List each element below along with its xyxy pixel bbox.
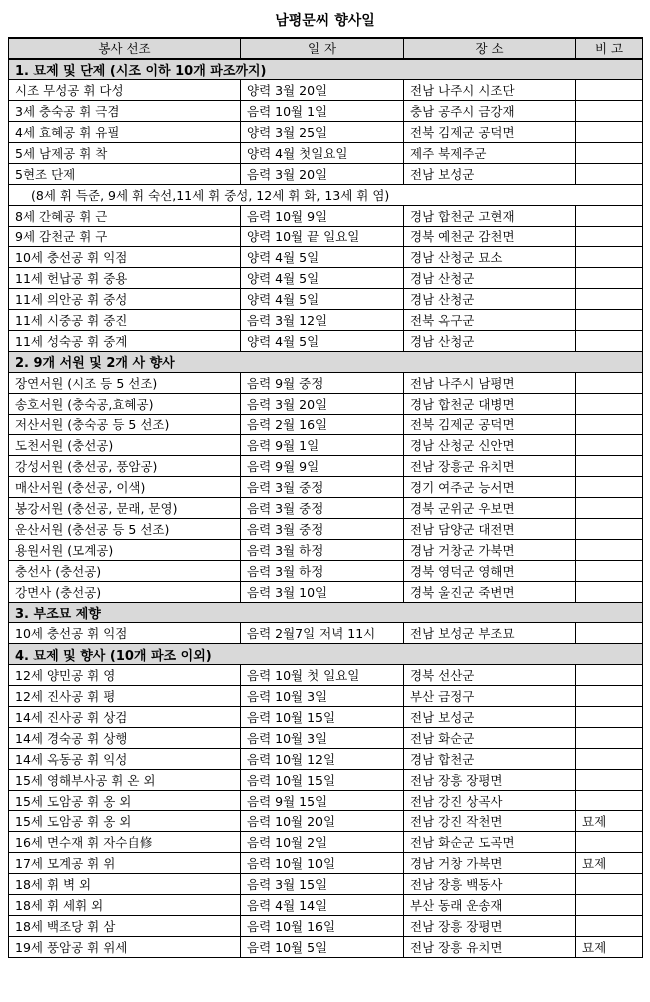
cell-ancestor: 강성서원 (충선공, 풍암공) [9, 456, 241, 477]
cell-place: 경남 산청군 [404, 330, 576, 351]
cell-place: 전남 나주시 남평면 [404, 372, 576, 393]
cell-remarks [576, 832, 643, 853]
cell-remarks [576, 790, 643, 811]
table-body [9, 59, 643, 957]
cell-remarks [576, 247, 643, 268]
table-row [9, 205, 643, 226]
table-row [9, 769, 643, 790]
cell-remarks [576, 748, 643, 769]
table-row [9, 80, 643, 101]
table-row [9, 581, 643, 602]
cell-date: 음력 10월 20일 [241, 811, 404, 832]
table-row [9, 790, 643, 811]
cell-remarks [576, 414, 643, 435]
cell-ancestor: 저산서원 (충숙공 등 5 선조) [9, 414, 241, 435]
cell-remarks [576, 623, 643, 644]
cell-place: 전남 장흥군 유치면 [404, 456, 576, 477]
cell-place: 경남 산청군 [404, 268, 576, 289]
cell-place: 경남 합천군 [404, 748, 576, 769]
table-row [9, 498, 643, 519]
cell-date: 음력 2월 16일 [241, 414, 404, 435]
table-row [9, 936, 643, 957]
cell-remarks [576, 435, 643, 456]
note-row [9, 184, 643, 205]
cell-remarks [576, 456, 643, 477]
cell-remarks [576, 874, 643, 895]
cell-remarks [576, 560, 643, 581]
cell-remarks [576, 330, 643, 351]
cell-date: 양력 3월 20일 [241, 80, 404, 101]
table-row [9, 163, 643, 184]
cell-ancestor: 시조 무성공 휘 다성 [9, 80, 241, 101]
section-heading: 4. 묘제 및 향사 (10개 파조 이외) [9, 644, 643, 665]
table-row [9, 560, 643, 581]
cell-ancestor: 15세 도암공 휘 옹 외 [9, 811, 241, 832]
cell-place: 전남 강진 상곡사 [404, 790, 576, 811]
table-row [9, 539, 643, 560]
cell-date: 음력 9월 15일 [241, 790, 404, 811]
cell-ancestor: 11세 시중공 휘 중진 [9, 310, 241, 331]
cell-date: 음력 10월 5일 [241, 936, 404, 957]
table-row [9, 748, 643, 769]
table-row [9, 686, 643, 707]
cell-date: 양력 3월 25일 [241, 122, 404, 143]
cell-place: 전남 보성군 [404, 163, 576, 184]
cell-ancestor: 장연서원 (시조 등 5 선조) [9, 372, 241, 393]
table-row [9, 727, 643, 748]
cell-ancestor: 16세 면수재 휘 자수自修 [9, 832, 241, 853]
table-row [9, 142, 643, 163]
cell-date: 음력 3월 15일 [241, 874, 404, 895]
cell-remarks [576, 581, 643, 602]
cell-ancestor: 9세 감천군 휘 구 [9, 226, 241, 247]
cell-ancestor: 15세 도암공 휘 옹 외 [9, 790, 241, 811]
cell-place: 경기 여주군 능서면 [404, 477, 576, 498]
cell-place: 전남 화순군 [404, 727, 576, 748]
table-row [9, 226, 643, 247]
schedule-table [8, 37, 643, 958]
cell-remarks [576, 518, 643, 539]
cell-ancestor: 매산서원 (충선공, 이색) [9, 477, 241, 498]
cell-date: 음력 10월 12일 [241, 748, 404, 769]
schedule-table-container [8, 37, 642, 958]
cell-date: 음력 3월 중정 [241, 498, 404, 519]
cell-place: 경북 울진군 죽변면 [404, 581, 576, 602]
cell-remarks: 묘제 [576, 936, 643, 957]
cell-date: 음력 9월 중정 [241, 372, 404, 393]
cell-ancestor: 11세 헌납공 휘 중용 [9, 268, 241, 289]
header-place: 장 소 [404, 38, 576, 59]
table-row [9, 372, 643, 393]
cell-date: 음력 4월 14일 [241, 895, 404, 916]
cell-place: 전북 옥구군 [404, 310, 576, 331]
cell-date: 양력 10월 끝 일요일 [241, 226, 404, 247]
cell-ancestor: 14세 진사공 휘 상검 [9, 707, 241, 728]
cell-ancestor: 15세 영해부사공 휘 온 외 [9, 769, 241, 790]
cell-place: 전남 담양군 대전면 [404, 518, 576, 539]
table-row [9, 310, 643, 331]
cell-place: 전남 장흥 백동사 [404, 874, 576, 895]
page-title: 남평문씨 향사일 [275, 13, 375, 29]
section-heading-row [9, 602, 643, 623]
note-text: (8세 휘 득준, 9세 휘 숙선,11세 휘 중성, 12세 휘 화, 13세 휘 염) [9, 184, 643, 205]
cell-date: 양력 4월 5일 [241, 247, 404, 268]
cell-ancestor: 8세 간혜공 휘 근 [9, 205, 241, 226]
table-row [9, 707, 643, 728]
cell-ancestor: 18세 백조당 휘 삼 [9, 915, 241, 936]
cell-remarks [576, 122, 643, 143]
cell-ancestor: 10세 충선공 휘 익점 [9, 247, 241, 268]
cell-place: 경북 영덕군 영해면 [404, 560, 576, 581]
cell-date: 음력 10월 3일 [241, 686, 404, 707]
cell-remarks [576, 268, 643, 289]
table-row [9, 393, 643, 414]
cell-ancestor: 봉강서원 (충선공, 문래, 문영) [9, 498, 241, 519]
table-row [9, 874, 643, 895]
cell-place: 전남 나주시 시조단 [404, 80, 576, 101]
cell-ancestor: 충선사 (충선공) [9, 560, 241, 581]
cell-date: 음력 3월 20일 [241, 163, 404, 184]
table-row [9, 268, 643, 289]
cell-date: 음력 10월 15일 [241, 769, 404, 790]
table-header-row [9, 38, 643, 59]
cell-remarks [576, 310, 643, 331]
cell-place: 경남 산청군 신안면 [404, 435, 576, 456]
cell-ancestor: 18세 휘 세휘 외 [9, 895, 241, 916]
header-remarks: 비 고 [576, 38, 643, 59]
cell-place: 경북 군위군 우보면 [404, 498, 576, 519]
cell-remarks [576, 665, 643, 686]
table-row [9, 623, 643, 644]
cell-remarks [576, 226, 643, 247]
cell-place: 전남 화순군 도곡면 [404, 832, 576, 853]
cell-place: 전남 장흥 장평면 [404, 915, 576, 936]
cell-ancestor: 14세 경숙공 휘 상행 [9, 727, 241, 748]
cell-date: 음력 10월 3일 [241, 727, 404, 748]
cell-remarks [576, 539, 643, 560]
cell-place: 경북 예천군 감천면 [404, 226, 576, 247]
table-row [9, 289, 643, 310]
table-row [9, 414, 643, 435]
table-row [9, 811, 643, 832]
cell-remarks [576, 205, 643, 226]
cell-place: 전북 김제군 공덕면 [404, 122, 576, 143]
cell-date: 음력 10월 2일 [241, 832, 404, 853]
table-row [9, 477, 643, 498]
cell-remarks [576, 498, 643, 519]
header-date: 일 자 [241, 38, 404, 59]
cell-place: 경남 산청군 묘소 [404, 247, 576, 268]
cell-date: 양력 4월 5일 [241, 330, 404, 351]
cell-ancestor: 도천서원 (충선공) [9, 435, 241, 456]
cell-date: 음력 3월 하정 [241, 560, 404, 581]
cell-ancestor: 17세 모계공 휘 위 [9, 853, 241, 874]
cell-remarks [576, 915, 643, 936]
section-heading-row [9, 351, 643, 372]
cell-date: 양력 4월 5일 [241, 268, 404, 289]
cell-ancestor: 5세 남제공 휘 착 [9, 142, 241, 163]
cell-place: 경남 거창 가북면 [404, 853, 576, 874]
section-heading: 3. 부조묘 제향 [9, 602, 643, 623]
cell-date: 음력 3월 하정 [241, 539, 404, 560]
cell-remarks [576, 101, 643, 122]
cell-date: 음력 9월 9일 [241, 456, 404, 477]
cell-remarks [576, 393, 643, 414]
cell-place: 경남 합천군 고현재 [404, 205, 576, 226]
table-row [9, 518, 643, 539]
table-row [9, 915, 643, 936]
cell-remarks [576, 769, 643, 790]
cell-remarks [576, 727, 643, 748]
section-heading-row [9, 644, 643, 665]
table-row [9, 456, 643, 477]
cell-remarks: 묘제 [576, 811, 643, 832]
cell-date: 음력 3월 중정 [241, 518, 404, 539]
header-ancestor: 봉사 선조 [9, 38, 241, 59]
cell-remarks [576, 686, 643, 707]
cell-place: 충남 공주시 금강재 [404, 101, 576, 122]
cell-ancestor: 12세 양민공 휘 영 [9, 665, 241, 686]
cell-date: 양력 4월 첫일요일 [241, 142, 404, 163]
cell-ancestor: 11세 성숙공 휘 중계 [9, 330, 241, 351]
cell-place: 전남 강진 작천면 [404, 811, 576, 832]
cell-place: 전남 보성군 부조묘 [404, 623, 576, 644]
cell-date: 음력 2월7일 저녁 11시 [241, 623, 404, 644]
cell-remarks [576, 289, 643, 310]
cell-ancestor: 송호서원 (충숙공,효혜공) [9, 393, 241, 414]
cell-ancestor: 10세 충선공 휘 익점 [9, 623, 241, 644]
cell-remarks [576, 895, 643, 916]
section-heading-row [9, 59, 643, 80]
cell-date: 음력 3월 중정 [241, 477, 404, 498]
cell-remarks [576, 477, 643, 498]
cell-place: 제주 북제주군 [404, 142, 576, 163]
cell-ancestor: 14세 옥동공 휘 익성 [9, 748, 241, 769]
cell-date: 음력 3월 12일 [241, 310, 404, 331]
cell-ancestor: 12세 진사공 휘 평 [9, 686, 241, 707]
cell-place: 경남 산청군 [404, 289, 576, 310]
table-row [9, 895, 643, 916]
table-row [9, 122, 643, 143]
cell-remarks [576, 80, 643, 101]
cell-date: 음력 10월 10일 [241, 853, 404, 874]
cell-ancestor: 운산서원 (충선공 등 5 선조) [9, 518, 241, 539]
cell-place: 전북 김제군 공덕면 [404, 414, 576, 435]
table-row [9, 101, 643, 122]
cell-place: 경북 선산군 [404, 665, 576, 686]
cell-place: 부산 금정구 [404, 686, 576, 707]
cell-date: 음력 3월 10일 [241, 581, 404, 602]
cell-remarks [576, 707, 643, 728]
cell-remarks [576, 372, 643, 393]
cell-place: 경남 거창군 가북면 [404, 539, 576, 560]
cell-place: 경남 합천군 대병면 [404, 393, 576, 414]
cell-date: 음력 3월 20일 [241, 393, 404, 414]
table-row [9, 853, 643, 874]
cell-date: 음력 9월 1일 [241, 435, 404, 456]
cell-remarks [576, 142, 643, 163]
cell-ancestor: 강면사 (충선공) [9, 581, 241, 602]
cell-date: 음력 10월 9일 [241, 205, 404, 226]
cell-ancestor: 11세 의안공 휘 중성 [9, 289, 241, 310]
cell-date: 음력 10월 1일 [241, 101, 404, 122]
cell-place: 전남 장흥 유치면 [404, 936, 576, 957]
cell-ancestor: 용원서원 (모계공) [9, 539, 241, 560]
cell-ancestor: 19세 풍암공 휘 위세 [9, 936, 241, 957]
cell-date: 음력 10월 첫 일요일 [241, 665, 404, 686]
table-row [9, 435, 643, 456]
cell-ancestor: 3세 충숙공 휘 극겸 [9, 101, 241, 122]
cell-remarks: 묘제 [576, 853, 643, 874]
table-row [9, 247, 643, 268]
cell-ancestor: 18세 휘 벽 외 [9, 874, 241, 895]
cell-date: 음력 10월 16일 [241, 915, 404, 936]
cell-date: 음력 10월 15일 [241, 707, 404, 728]
section-heading: 2. 9개 서원 및 2개 사 향사 [9, 351, 643, 372]
table-row [9, 330, 643, 351]
cell-place: 전남 보성군 [404, 707, 576, 728]
table-row [9, 665, 643, 686]
cell-place: 부산 동래 운송재 [404, 895, 576, 916]
cell-ancestor: 4세 효혜공 휘 유필 [9, 122, 241, 143]
table-row [9, 832, 643, 853]
cell-remarks [576, 163, 643, 184]
section-heading: 1. 묘제 및 단제 (시조 이하 10개 파조까지) [9, 59, 643, 80]
cell-place: 전남 장흥 장평면 [404, 769, 576, 790]
cell-ancestor: 5현조 단제 [9, 163, 241, 184]
cell-date: 양력 4월 5일 [241, 289, 404, 310]
